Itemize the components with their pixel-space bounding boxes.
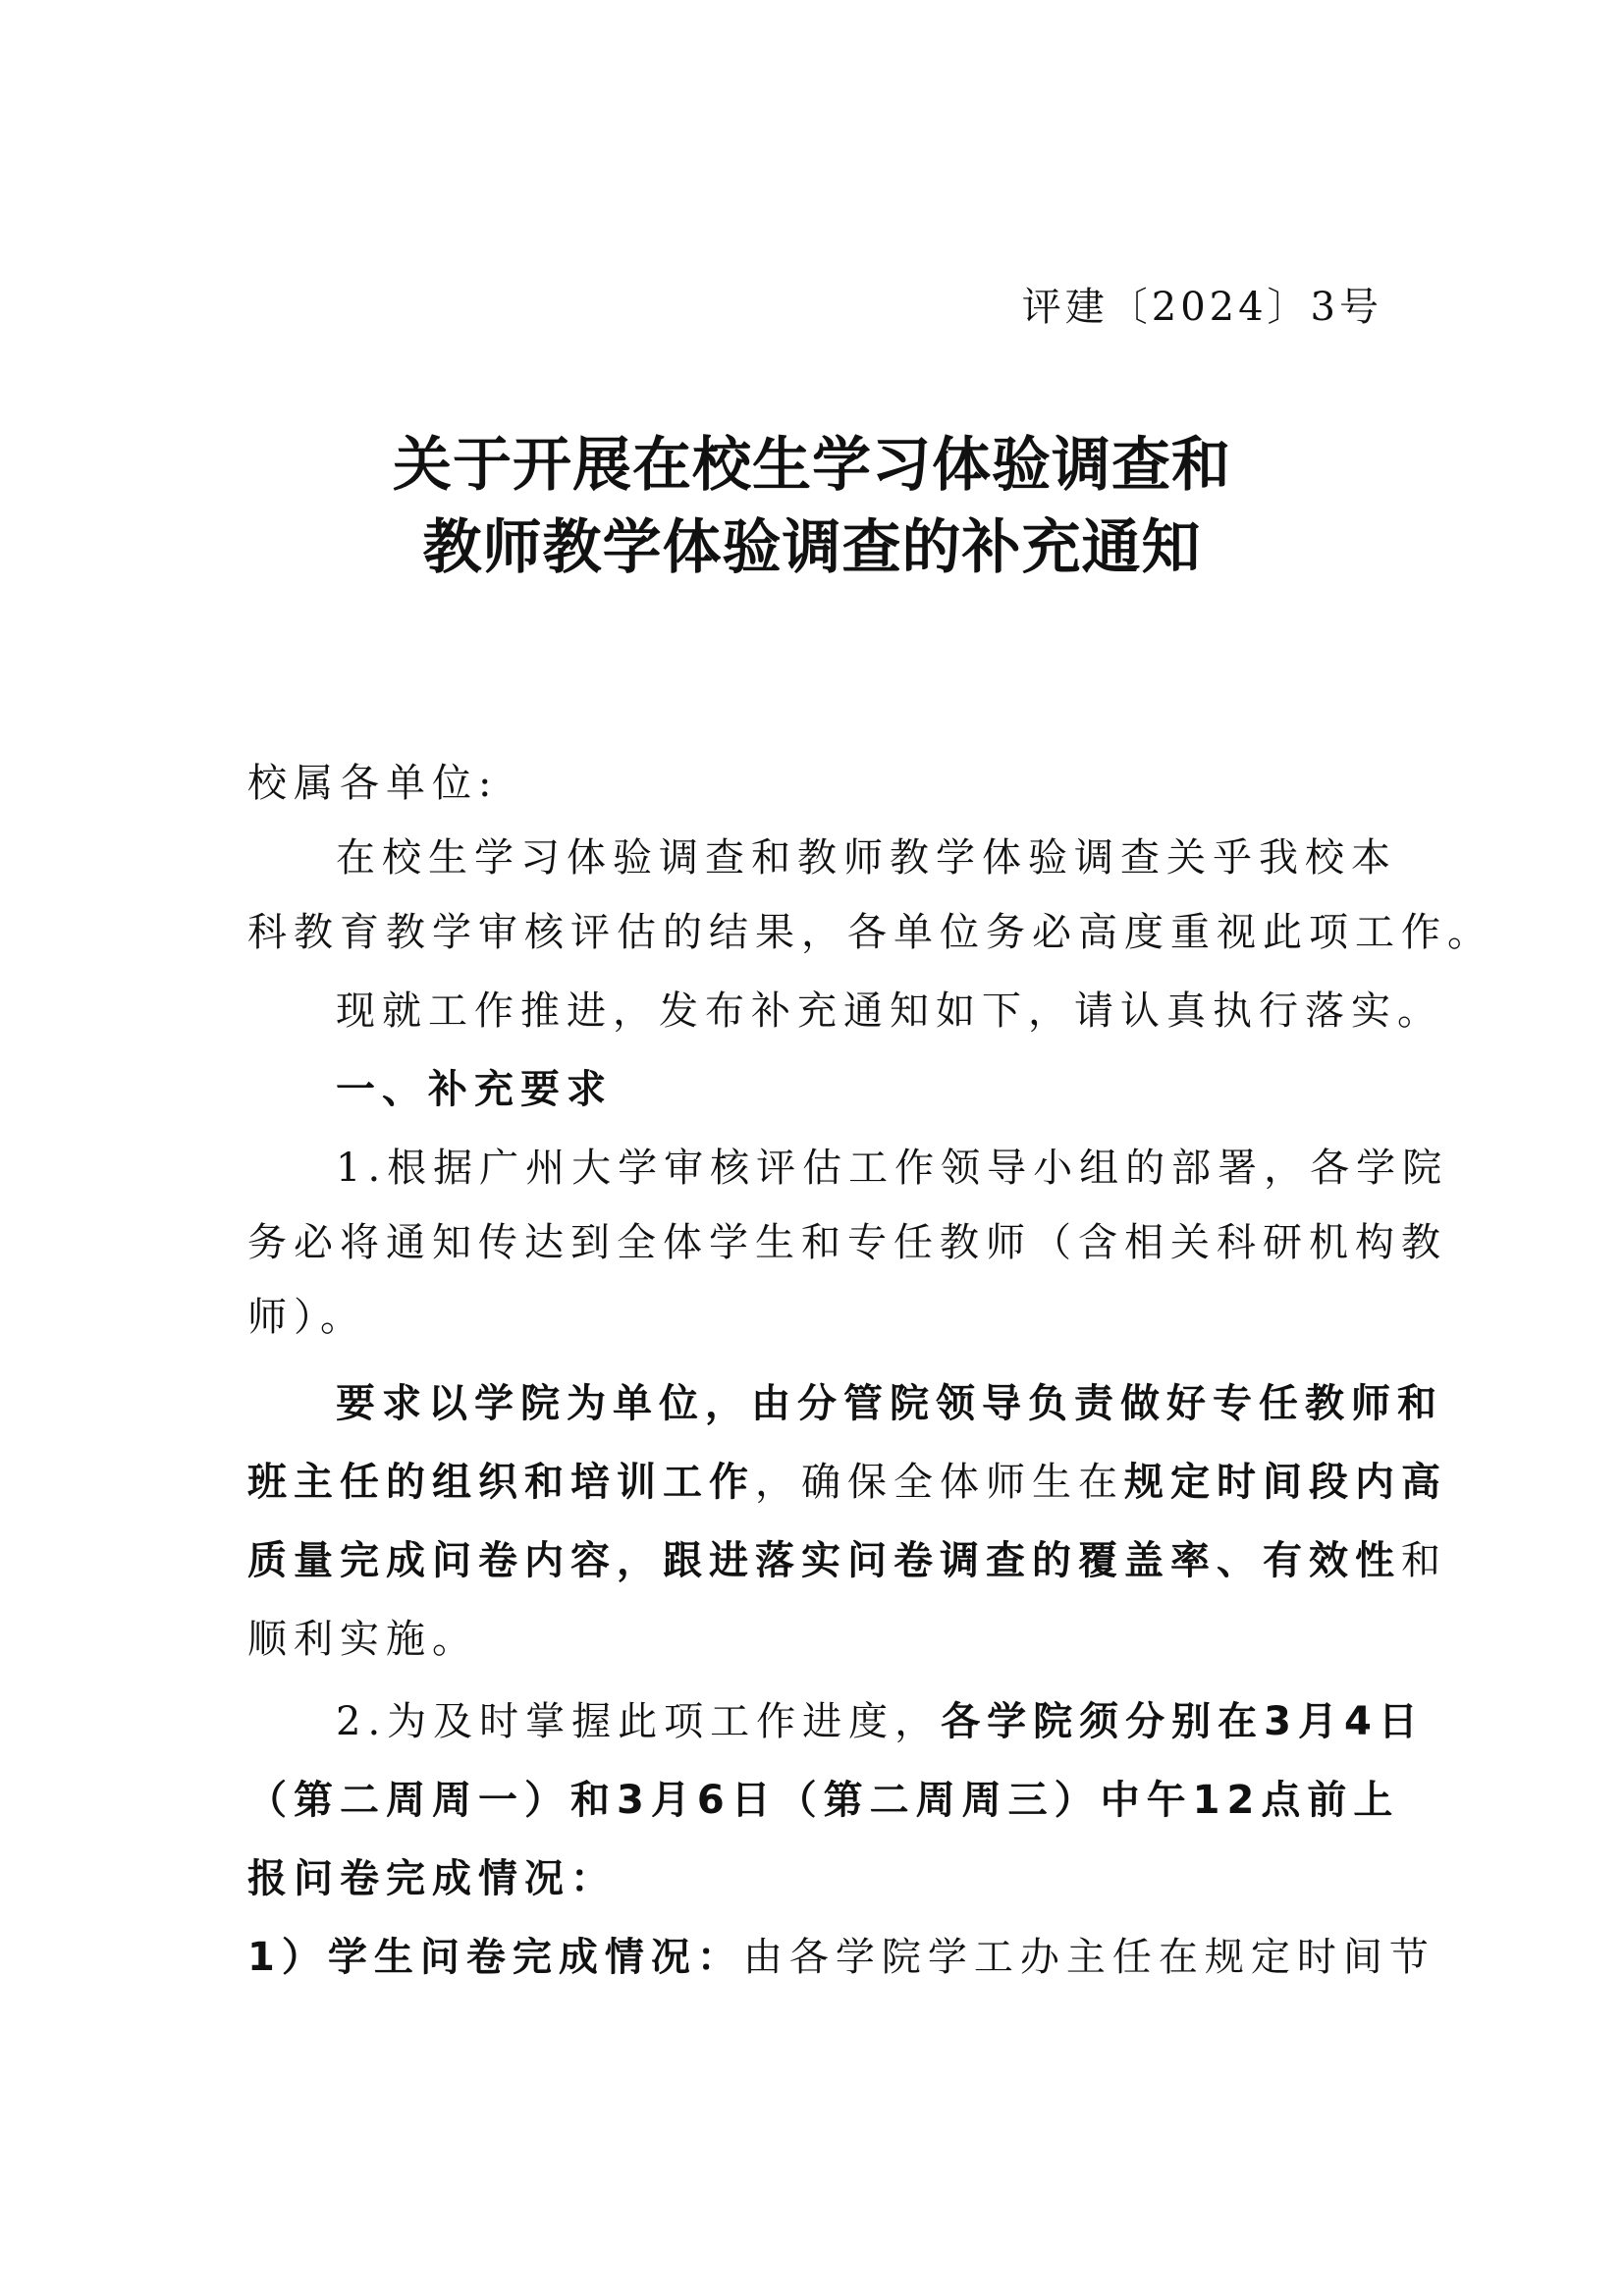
sub-item-regular-text: 由各学院学工办主任在规定时间节 — [742, 1935, 1435, 1980]
item-2-line — [336, 1694, 1425, 1749]
requirement-bold-text: 质量完成问卷内容，跟进落实问卷调查的覆盖率、有效性 — [247, 1538, 1401, 1583]
document-number: 评建〔2024〕3号 — [1021, 285, 1382, 330]
requirement-regular-text: ，确保全体师生在 — [755, 1460, 1124, 1505]
item-2-regular-text: 2.为及时掌握此项工作进度， — [336, 1699, 942, 1744]
intro-paragraph-line: 科教育教学审核评估的结果，各单位务必高度重视此项工作。 — [247, 910, 1493, 955]
item-2-line: 报问卷完成情况： — [247, 1856, 617, 1901]
requirement-bold-text: 规定时间段内高 — [1124, 1460, 1447, 1505]
item-2-bold-text: 各学院须分别在3月4日 — [941, 1699, 1425, 1744]
requirement-regular-text: 和 — [1401, 1538, 1447, 1583]
item-2-line: （第二周周一）和3月6日（第二周周三）中午12点前上 — [247, 1778, 1400, 1823]
document-title-line-2: 教师教学体验调查的补充通知 — [422, 513, 1202, 582]
item-1-line: 1.根据广州大学审核评估工作领导小组的部署，各学院 — [336, 1146, 1449, 1191]
salutation: 校属各单位: — [247, 761, 499, 806]
item-1-line: 师）。 — [247, 1295, 366, 1340]
requirement-line: 顺利实施。 — [247, 1617, 478, 1662]
item-2-sub-1-line — [247, 1930, 1435, 1985]
requirement-bold-text: 班主任的组织和培训工作 — [247, 1460, 755, 1505]
item-1-line: 务必将通知传达到全体学生和专任教师（含相关科研机构教 — [247, 1220, 1447, 1265]
intro-paragraph-line: 在校生学习体验调查和教师教学体验调查关乎我校本 — [336, 835, 1397, 881]
intro-paragraph-line: 现就工作推进，发布补充通知如下，请认真执行落实。 — [336, 988, 1443, 1034]
section-heading: 一、补充要求 — [336, 1067, 613, 1112]
requirement-line — [247, 1455, 1447, 1510]
requirement-line: 要求以学院为单位，由分管院领导负责做好专任教师和 — [336, 1381, 1443, 1426]
requirement-line — [247, 1533, 1447, 1588]
sub-item-bold-text: 1）学生问卷完成情况： — [247, 1935, 743, 1980]
document-title-line-1: 关于开展在校生学习体验调查和 — [393, 431, 1231, 500]
